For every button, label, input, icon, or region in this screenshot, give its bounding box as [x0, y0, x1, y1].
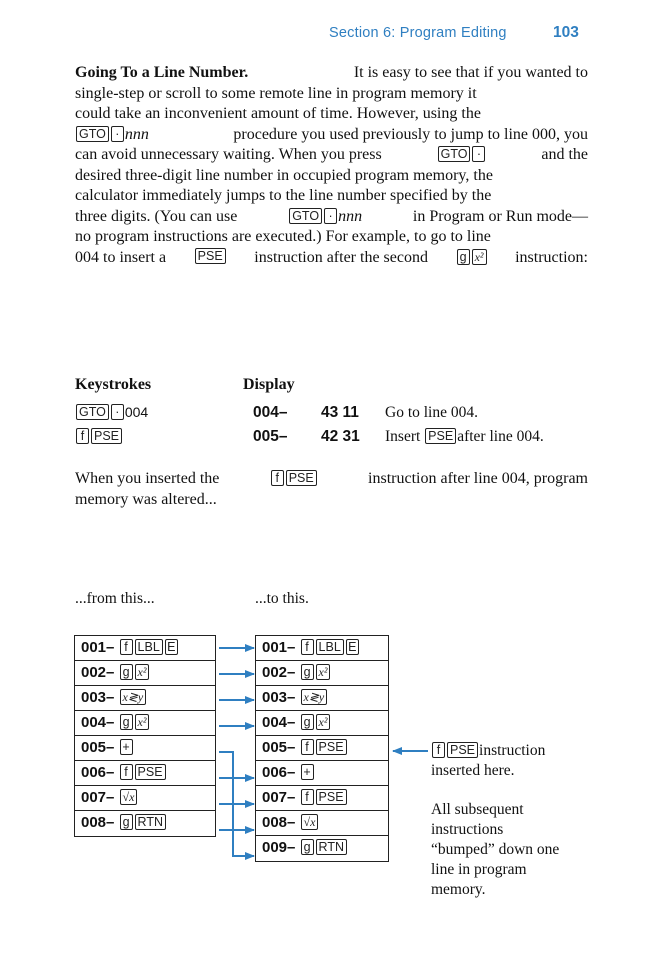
- e-key: E: [346, 639, 359, 655]
- x-squared-key: x²: [316, 714, 331, 730]
- keystrokes-header: Keystrokes: [75, 376, 152, 393]
- inserted-note-line: [431, 741, 545, 761]
- lbl-key: LBL: [316, 639, 344, 655]
- g-key: g: [301, 664, 314, 680]
- gto-key: GTO: [289, 208, 322, 224]
- shift-arrow: [219, 752, 254, 778]
- note-text: inserted here.: [431, 762, 515, 779]
- lbl-key: LBL: [135, 639, 163, 655]
- pse-key: PSE: [316, 739, 347, 755]
- line-number: 008–: [81, 814, 115, 831]
- note-text: line in program: [431, 861, 527, 878]
- to-caption: ...to this.: [255, 590, 309, 607]
- text-line: could take an inconvenient amount of time. However, using the: [75, 105, 481, 122]
- f-key: f: [271, 470, 284, 486]
- plus-key: +: [301, 764, 314, 780]
- g-key: g: [301, 839, 314, 855]
- note-text: “bumped” down one: [431, 841, 560, 858]
- pse-key: PSE: [135, 764, 166, 780]
- f-key: f: [301, 639, 314, 655]
- pse-key: PSE: [286, 470, 317, 486]
- display-line: 004–: [253, 404, 288, 421]
- from-caption: ...from this...: [75, 590, 155, 607]
- e-key: E: [165, 639, 178, 655]
- pse-key: PSE: [316, 789, 347, 805]
- gto-key: GTO: [76, 126, 109, 142]
- line-number: 006–: [262, 764, 296, 781]
- line-number: 008–: [262, 814, 296, 831]
- f-key: f: [432, 742, 445, 758]
- plus-key: +: [120, 739, 133, 755]
- rtn-key: RTN: [135, 814, 166, 830]
- x-squared-key: x²: [472, 249, 487, 265]
- line-number: 009–: [262, 839, 296, 856]
- x-squared-key: x²: [135, 714, 150, 730]
- text-line: When you inserted the: [75, 470, 220, 487]
- x-exchange-y-key: x≷y: [120, 689, 147, 705]
- g-key: g: [457, 249, 470, 265]
- inserted-note: [431, 741, 545, 781]
- line-number: 002–: [81, 664, 115, 681]
- desc-text: Insert: [385, 428, 421, 445]
- text-line: instruction after the second: [254, 248, 428, 266]
- page-number: 103: [553, 24, 579, 41]
- display-code: 43 11: [321, 404, 359, 421]
- display-header: Display: [243, 376, 295, 393]
- g-key: g: [120, 664, 133, 680]
- note-text: memory.: [431, 881, 486, 898]
- paragraph-heading: Going To a Line Number.: [75, 64, 249, 81]
- line-digits: 004: [124, 404, 149, 420]
- text-line: desired three-digit line number in occupied program memory, the: [75, 166, 493, 184]
- gto-key: GTO: [76, 404, 109, 420]
- text-line: instruction after line 004, program: [368, 470, 588, 487]
- display-code: 42 31: [321, 428, 360, 445]
- text-line: memory was altered...: [75, 490, 217, 508]
- decimal-key: ·: [472, 146, 485, 162]
- g-key: g: [120, 714, 133, 730]
- line-number: 001–: [262, 639, 296, 656]
- line-number: 005–: [81, 739, 115, 756]
- f-key: f: [76, 428, 89, 444]
- f-key: f: [120, 764, 133, 780]
- line-number: 003–: [81, 689, 115, 706]
- decimal-key: ·: [111, 126, 124, 142]
- line-number: 001–: [81, 639, 115, 656]
- x-squared-key: x²: [135, 664, 150, 680]
- line-number: 006–: [81, 764, 115, 781]
- line-number: 003–: [262, 689, 296, 706]
- text-line: procedure you used previously to jump to line 000, you: [233, 125, 588, 143]
- line-number: 007–: [262, 789, 296, 806]
- text-line: three digits. (You can use: [75, 207, 238, 225]
- gto-key: GTO: [438, 146, 471, 162]
- decimal-key: ·: [324, 208, 337, 224]
- desc-text: after line 004.: [457, 428, 544, 445]
- note-text: instructions: [431, 821, 504, 838]
- nnn-text: nnn: [124, 125, 149, 143]
- line-number: 005–: [262, 739, 296, 756]
- text-line: 004 to insert a: [75, 248, 167, 266]
- pse-key: PSE: [91, 428, 122, 444]
- pse-key: PSE: [195, 248, 226, 264]
- rtn-key: RTN: [316, 839, 347, 855]
- section-title: Section 6: Program Editing: [329, 25, 507, 41]
- pse-key: PSE: [447, 742, 478, 758]
- pse-key: PSE: [425, 428, 456, 444]
- x-squared-key: x²: [316, 664, 331, 680]
- line-number: 004–: [262, 714, 296, 731]
- text-line: and the: [541, 146, 588, 163]
- text-line: in Program or Run mode—: [412, 207, 588, 225]
- square-root-key: √x: [301, 814, 319, 830]
- shift-arrow: [219, 804, 254, 830]
- bumped-note: [431, 800, 559, 900]
- text-line: instruction:: [515, 248, 588, 266]
- decimal-key: ·: [111, 404, 124, 420]
- display-line: 005–: [253, 428, 288, 445]
- g-key: g: [120, 814, 133, 830]
- f-key: f: [301, 739, 314, 755]
- f-key: f: [301, 789, 314, 805]
- row-description: Go to line 004.: [385, 404, 478, 421]
- text-line: no program instructions are executed.) For example, to go to line: [75, 228, 491, 245]
- text-line: can avoid unnecessary waiting. When you press: [75, 146, 382, 163]
- square-root-key: √x: [120, 789, 138, 805]
- nnn-text: nnn: [338, 207, 363, 225]
- note-text: All subsequent: [431, 801, 524, 818]
- text-line: It is easy to see that if you wanted to: [353, 64, 588, 81]
- shift-arrow: [219, 778, 254, 804]
- text-line: single-step or scroll to some remote line in program memory it: [75, 84, 477, 102]
- x-exchange-y-key: x≷y: [301, 689, 328, 705]
- g-key: g: [301, 714, 314, 730]
- line-number: 002–: [262, 664, 296, 681]
- shift-arrow: [219, 830, 254, 856]
- note-text: instruction: [479, 742, 546, 759]
- line-number: 007–: [81, 789, 115, 806]
- f-key: f: [120, 639, 133, 655]
- text-line: calculator immediately jumps to the line number specified by the: [75, 187, 492, 204]
- line-number: 004–: [81, 714, 115, 731]
